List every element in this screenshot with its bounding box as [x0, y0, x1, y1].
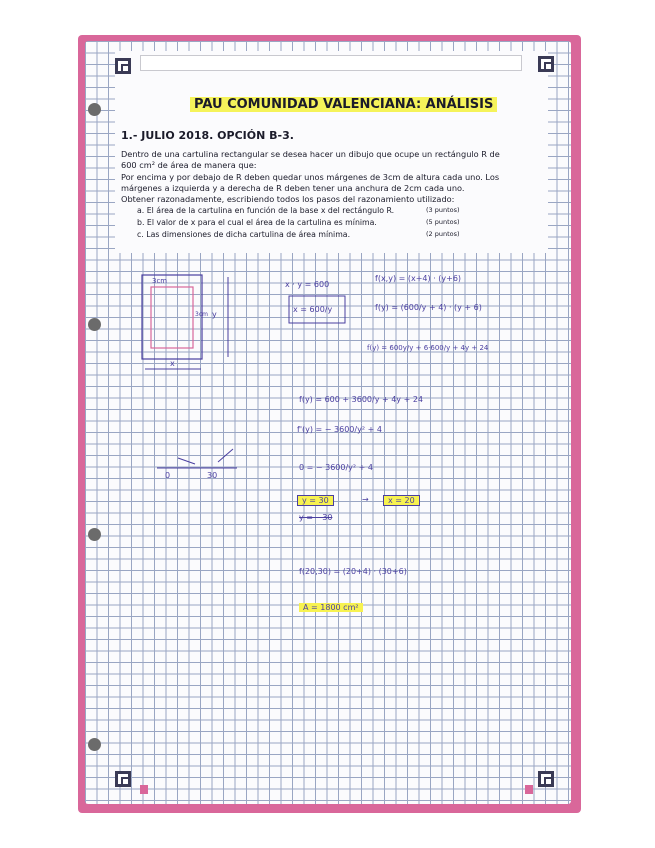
equation-f-y: f(y) = (600/y + 4) · (y + 6)	[375, 303, 482, 312]
corner-mark-icon	[115, 771, 131, 787]
question-item-a: a. El área de la cartulina en función de la base x del rectángulo R.	[137, 206, 395, 215]
diagram-label-y: y	[212, 310, 217, 319]
question-points-b: (5 puntos)	[426, 218, 460, 226]
diagram-label-top: 3cm	[152, 277, 168, 285]
diagram-label-x: x	[170, 359, 175, 368]
diagram-label-side: 3cm	[195, 311, 208, 318]
equation-area: x · y = 600	[285, 280, 330, 289]
handwritten-drawings	[85, 41, 571, 804]
equation-expand: f(y) = 600y/y + 6·600/y + 4y + 24	[367, 344, 489, 352]
statement-line: Por encima y por debajo de R deben quedar unos márgenes de 3cm de altura cada uno. Los	[121, 172, 500, 182]
final-answer: A = 1800 cm²	[299, 603, 363, 612]
question-item-b: b. El valor de x para el cual el área de la cartulina es mínima.	[137, 218, 377, 227]
equation-x: x = 600/y	[293, 305, 333, 314]
question-item-c: c. Las dimensiones de dicha cartulina de área mínima.	[137, 230, 351, 239]
equation-simplified: f(y) = 600 + 3600/y + 4y + 24	[299, 395, 424, 404]
corner-mark-icon	[538, 771, 554, 787]
binder-hole	[88, 103, 101, 116]
sign-chart-label-0: 0	[165, 471, 171, 480]
binder-hole	[88, 528, 101, 541]
notebook-sheet	[78, 35, 581, 813]
binder-hole	[88, 738, 101, 751]
discarded-root: y = −30	[299, 513, 333, 522]
bottom-marker	[525, 785, 533, 794]
result-y: y = 30	[297, 495, 334, 506]
result-x: x = 20	[383, 495, 420, 506]
question-points-a: (3 puntos)	[426, 206, 460, 214]
equation-derivative: f'(y) = − 3600/y² + 4	[297, 425, 382, 434]
sign-chart-label-30: 30	[207, 471, 218, 480]
statement-line: 600 cm² de área de manera que:	[121, 160, 257, 170]
equation-f-xy: f(x,y) = (x+4) · (y+6)	[375, 274, 462, 283]
binder-hole	[88, 318, 101, 331]
statement-line: márgenes a izquierda y a derecha de R deben tener una anchura de 2cm cada uno.	[121, 183, 465, 193]
statement-line: Dentro de una cartulina rectangular se desea hacer un dibujo que ocupe un rectángulo R de	[121, 149, 500, 159]
page-title: PAU COMUNIDAD VALENCIANA: ANÁLISIS	[190, 97, 497, 112]
problem-subtitle: 1.- JULIO 2018. OPCIÓN B-3.	[121, 129, 294, 142]
equation-zero: 0 = − 3600/y² + 4	[299, 463, 373, 472]
bottom-marker	[140, 785, 148, 794]
statement-line: Obtener razonadamente, escribiendo todos los pasos del razonamiento utilizado:	[121, 194, 455, 204]
question-points-c: (2 puntos)	[426, 230, 460, 238]
grid-paper: PAU COMUNIDAD VALENCIANA: ANÁLISIS 1.- JULIO 2018. OPCIÓN B-3. Dentro de una cartulina rectangular se desea hacer un dibujo que ocupe un rectángulo R de 600 cm² de área de manera que: Por encima y por debajo de R deben quedar unos márgenes de 3cm de altura cada uno. Los márgenes a izquierda y a derecha de R deben tener una anchura de 2cm cada uno. Obtener razonadamente, escribiendo todos los pasos del razonamiento utilizado: a. El área de la cartulina en función de la base x del rectángulo R. (3 puntos) b. El valor de x para el cual el área de la cartulina es mínima. (5 puntos) c. Las dimensiones de dicha cartulina de área mínima. (2 puntos) 3cm 3cm y x 0 30 x · y = 600 x = 600/y f(x,y) = (x+4) · (y+6) f(y) = (600/y + 4) · (y + 6) f(y) = 600y/y + 6·600/y + 4y + 24 f(y) = 600 + 3600/y + 4y + 24 f'(y) = − 3600/y² + 4 0 = − 3600/y² + 4 y = 30 → x = 20 y = −30 f(20,30) = (20+4) · (30+6) A = 1800 cm²	[85, 41, 571, 804]
equation-evaluate: f(20,30) = (20+4) · (30+6)	[299, 567, 407, 576]
